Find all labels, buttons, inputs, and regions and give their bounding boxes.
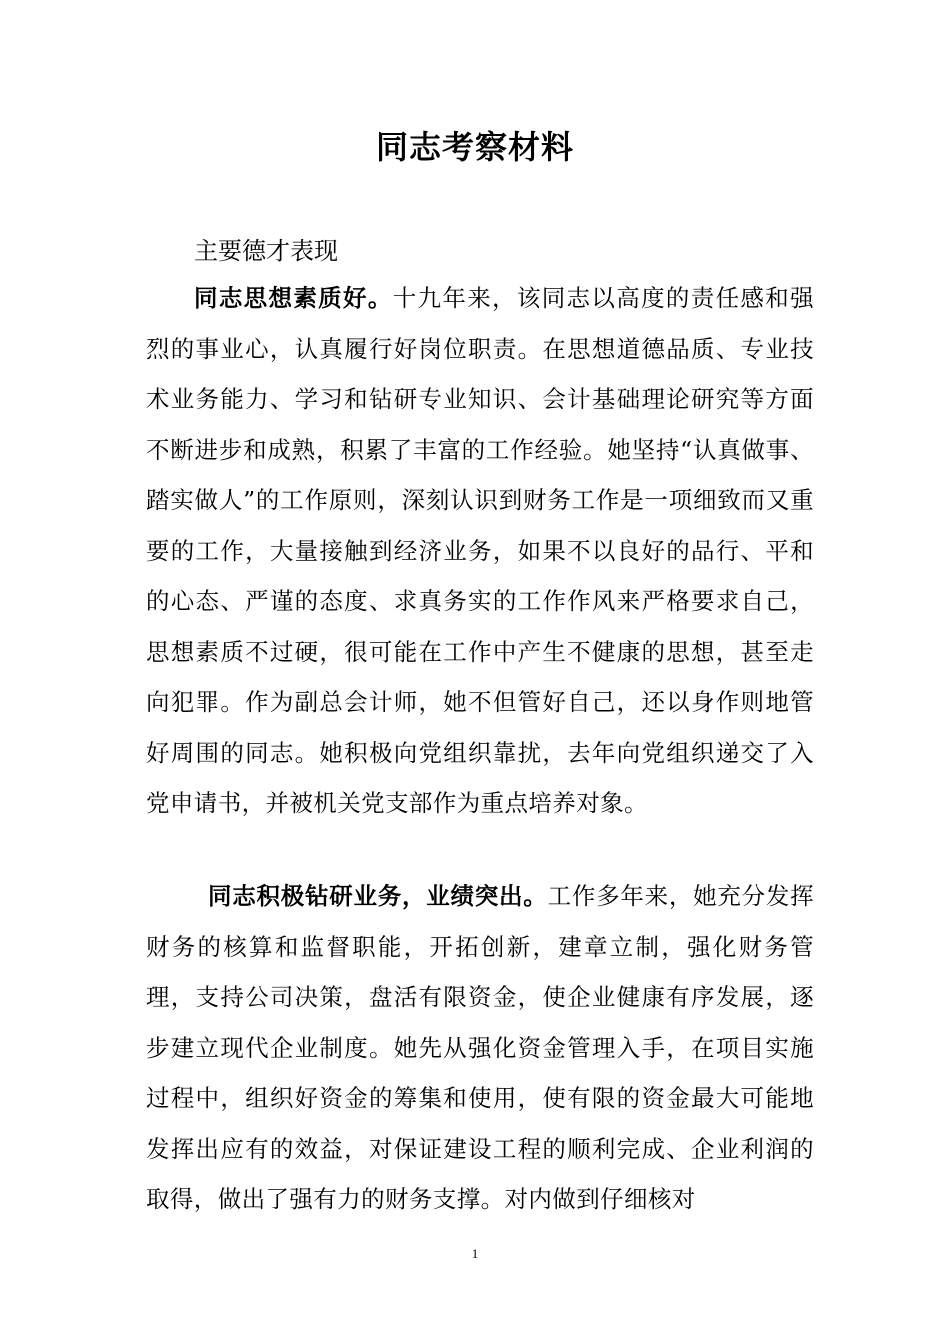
- paragraph-ideology: [146, 273, 814, 829]
- paragraph-lead: 同志思想素质好。: [194, 284, 393, 312]
- paragraph-performance: [146, 871, 814, 1225]
- document-title: 同志考察材料: [375, 128, 574, 166]
- paragraph-body: 十九年来，该同志以高度的责任感和强烈的事业心，认真履行好岗位职责。在思想道德品质、专业技术业务能力、学习和钻研专业知识、会计基础理论研究等方面不断进步和成熟，积累了丰富的工作经验。她坚持“认真做事、踏实做人”的工作原则，深刻认识到财务工作是一项细致而又重要的工作，大量接触到经济业务，如果不以良好的品行、平和的心态、严谨的态度、求真务实的工作作风来严格要求自己，思想素质不过硬，很可能在工作中产生不健康的思想，甚至走向犯罪。作为副总会计师，她不但管好自己，还以身作则地管好周围的同志。她积极向党组织靠扰，去年向党组织递交了入党申请书，并被机关党支部作为重点培养对象。: [146, 284, 814, 817]
- paragraph-lead: 同志积极钻研业务，业绩突出。: [208, 882, 548, 910]
- paragraph-body: 工作多年来，她充分发挥财务的核算和监督职能，开拓创新，建章立制，强化财务管理，支持公司决策，盘活有限资金，使企业健康有序发展，逐步建立现代企业制度。她先从强化资金管理入手，在项目实施过程中，组织好资金的筹集和使用，使有限的资金最大可能地发挥出应有的效益，对保证建设工程的顺利完成、企业利润的取得，做出了强有力的财务支撑。对内做到仔细核对: [146, 882, 814, 1213]
- page-number: 1: [471, 1246, 479, 1261]
- section-heading: 主要德才表现: [194, 237, 338, 265]
